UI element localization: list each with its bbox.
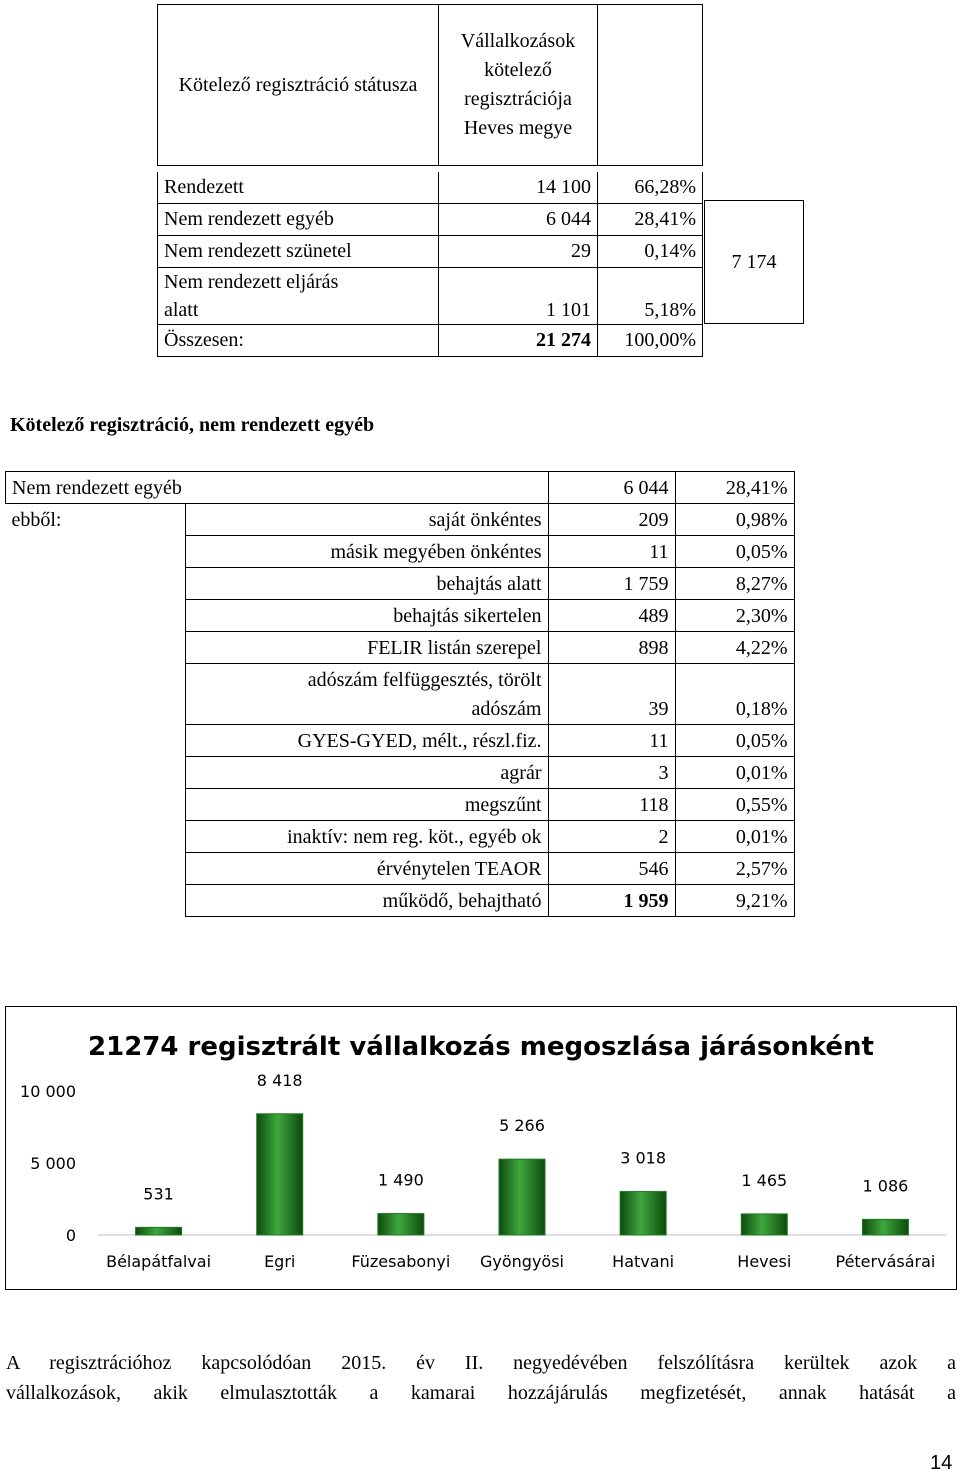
bar [862,1219,908,1235]
table-row: FELIR listán szerepel 898 4,22% [6,632,795,664]
paragraph-line: A regisztrációhoz kapcsolódóan 2015. év II. negyedévében felszólításra kerültek azok a [6,1352,956,1374]
table-row: behajtás alatt 1 759 8,27% [6,568,795,600]
registration-status-table [157,4,703,357]
bar [378,1214,424,1235]
bar [499,1159,545,1235]
category-label: Pétervásárai [835,1252,936,1271]
paragraph-line: vállalkozások, akik elmulasztották a kamarai hozzájárulás megfizetését, annak hatását a [6,1382,956,1404]
table-row: Nem rendezett szünetel 29 0,14% [158,236,703,268]
bar-value-label: 1 465 [741,1170,788,1190]
table-row: agrár 3 0,01% [6,757,795,789]
chart-canvas [6,1007,956,1289]
table-row: GYES-GYED, mélt., részl.fiz. 11 0,05% [6,725,795,757]
bar-value-label: 1 086 [862,1176,909,1196]
category-label: Egri [264,1252,296,1271]
table-row: Nem rendezett eljárás alatt 1 101 5,18% [158,268,703,325]
body-paragraph [6,1348,956,1408]
bar [136,1227,182,1235]
bar-value-label: 3 018 [620,1148,667,1168]
category-label: Bélapátfalvai [106,1252,212,1271]
table-row: Nem rendezett egyéb 6 044 28,41% [6,472,795,504]
category-label: Hevesi [737,1252,792,1271]
chart-title: 21274 regisztrált vállalkozás megoszlása járásonként [88,1032,874,1062]
bar [620,1192,666,1235]
section-title: Kötelező regisztráció, nem rendezett egyéb [10,414,375,436]
non-settled-total: 7 174 [704,200,804,324]
bar-value-label: 1 490 [377,1170,424,1190]
table-row: működő, behajtható 1 959 9,21% [6,885,795,917]
table-row: megszűnt 118 0,55% [6,789,795,821]
table-row: inaktív: nem reg. köt., egyéb ok 2 0,01% [6,821,795,853]
header-enterprises: Vállalkozások kötelező regisztrációja Heves megye [439,5,598,166]
table-row: érvénytelen TEAOR 546 2,57% [6,853,795,885]
table-row: adószám felfüggesztés, törölt adószám 39 0,18% [6,664,795,725]
bar [257,1114,303,1235]
total-row: Összesen: 21 274 100,00% [158,325,703,357]
table-row: behajtás sikertelen 489 2,30% [6,600,795,632]
table-row: ebből: saját önkéntes 209 0,98% [6,504,795,536]
table-row: másik megyében önkéntes 11 0,05% [6,536,795,568]
category-label: Füzesabonyi [351,1252,451,1271]
bar-value-label: 531 [143,1184,174,1204]
category-label: Hatvani [612,1252,675,1271]
bar [741,1214,787,1235]
table-row: Nem rendezett egyéb 6 044 28,41% [158,204,703,236]
header-status: Kötelező regisztráció státusza [158,5,439,166]
y-tick-label: 5 000 [30,1154,76,1173]
bar-chart [5,1006,957,1290]
table-row: Rendezett 14 100 66,28% [158,172,703,204]
category-label: Gyöngyösi [480,1252,564,1271]
header-empty [598,5,703,166]
y-tick-label: 10 000 [20,1082,76,1101]
non-settled-breakdown-table [5,471,795,917]
bar-value-label: 8 418 [256,1070,303,1090]
y-tick-label: 0 [65,1226,76,1245]
page-number: 14 [930,1452,953,1474]
bar-value-label: 5 266 [499,1116,545,1136]
